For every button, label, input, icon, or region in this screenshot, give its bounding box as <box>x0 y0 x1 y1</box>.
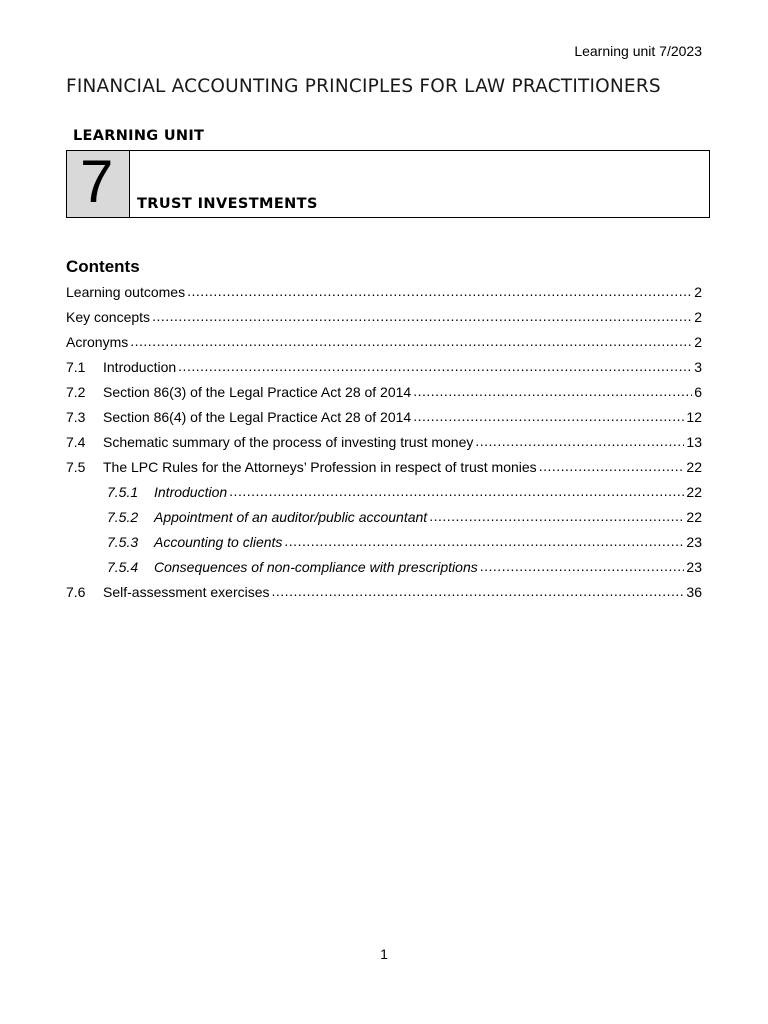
dot-leader <box>152 308 692 324</box>
toc-entry-7-5[interactable] <box>66 459 702 484</box>
toc-entry-title: Self-assessment exercises <box>103 584 270 600</box>
toc-entry-page: 23 <box>686 534 702 550</box>
dot-leader <box>429 508 684 524</box>
toc-entry-page: 13 <box>686 434 702 450</box>
toc-entry-number: 7.5.4 <box>107 559 139 575</box>
table-of-contents <box>66 284 702 609</box>
dot-leader <box>413 408 684 424</box>
toc-entry-title: Consequences of non-compliance with prescriptions <box>154 559 478 575</box>
dot-leader <box>178 358 692 374</box>
toc-entry-acronyms[interactable] <box>66 334 702 359</box>
toc-entry-7-4[interactable] <box>66 434 702 459</box>
toc-entry-number: 7.4 <box>66 434 86 450</box>
toc-entry-number: 7.1 <box>66 359 86 375</box>
toc-entry-7-1[interactable] <box>66 359 702 384</box>
dot-leader <box>272 583 685 599</box>
toc-entry-page: 22 <box>686 459 702 475</box>
toc-entry-title: Appointment of an auditor/public accountant <box>154 509 428 525</box>
learning-unit-box <box>66 150 710 218</box>
toc-entry-7-5-2[interactable] <box>66 509 702 534</box>
toc-entry-page: 12 <box>686 409 702 425</box>
toc-entry-learning-outcomes[interactable] <box>66 284 702 309</box>
toc-entry-page: 6 <box>694 384 702 400</box>
toc-entry-page: 2 <box>694 284 702 300</box>
dot-leader <box>539 458 685 474</box>
toc-entry-title: Key concepts <box>66 309 151 325</box>
contents-heading: Contents <box>66 257 140 276</box>
toc-entry-title: Section 86(3) of the Legal Practice Act 28 of 2014 <box>103 384 412 400</box>
toc-entry-title: Introduction <box>154 484 228 500</box>
toc-entry-page: 2 <box>694 309 702 325</box>
toc-entry-7-5-3[interactable] <box>66 534 702 559</box>
toc-entry-title: The LPC Rules for the Attorneys’ Profession in respect of trust monies <box>103 459 537 475</box>
unit-reference: Learning unit 7/2023 <box>574 43 702 59</box>
unit-number-cell <box>67 148 130 217</box>
toc-entry-page: 22 <box>686 484 702 500</box>
toc-entry-title: Section 86(4) of the Legal Practice Act 28 of 2014 <box>103 409 412 425</box>
toc-entry-7-3[interactable] <box>66 409 702 434</box>
document-title: FINANCIAL ACCOUNTING PRINCIPLES FOR LAW PRACTITIONERS <box>66 76 661 97</box>
toc-entry-page: 22 <box>686 509 702 525</box>
dot-leader <box>187 283 692 299</box>
toc-entry-page: 2 <box>694 334 702 350</box>
toc-entry-number: 7.5.1 <box>107 484 139 500</box>
learning-unit-label: LEARNING UNIT <box>73 128 205 144</box>
toc-entry-title: Introduction <box>103 359 177 375</box>
unit-title: TRUST INVESTMENTS <box>137 196 318 212</box>
toc-entry-title: Schematic summary of the process of investing trust money <box>103 434 474 450</box>
toc-entry-7-5-4[interactable] <box>66 559 702 584</box>
dot-leader <box>413 383 692 399</box>
toc-entry-number: 7.3 <box>66 409 86 425</box>
unit-number: 7 <box>80 148 114 215</box>
toc-entry-number: 7.5.2 <box>107 509 139 525</box>
toc-entry-number: 7.5.3 <box>107 534 139 550</box>
dot-leader <box>284 533 684 549</box>
dot-leader <box>475 433 684 449</box>
toc-entry-number: 7.5 <box>66 459 86 475</box>
dot-leader <box>229 483 684 499</box>
toc-entry-number: 7.2 <box>66 384 86 400</box>
toc-entry-title: Learning outcomes <box>66 284 186 300</box>
toc-entry-title: Accounting to clients <box>154 534 283 550</box>
toc-entry-7-5-1[interactable] <box>66 484 702 509</box>
toc-entry-number: 7.6 <box>66 584 86 600</box>
toc-entry-page: 36 <box>686 584 702 600</box>
toc-entry-7-2[interactable] <box>66 384 702 409</box>
toc-entry-page: 23 <box>686 559 702 575</box>
toc-entry-7-6[interactable] <box>66 584 702 609</box>
dot-leader <box>130 333 692 349</box>
dot-leader <box>480 558 685 574</box>
toc-entry-page: 3 <box>694 359 702 375</box>
toc-entry-key-concepts[interactable] <box>66 309 702 334</box>
toc-entry-title: Acronyms <box>66 334 129 350</box>
page-number: 1 <box>380 946 388 962</box>
